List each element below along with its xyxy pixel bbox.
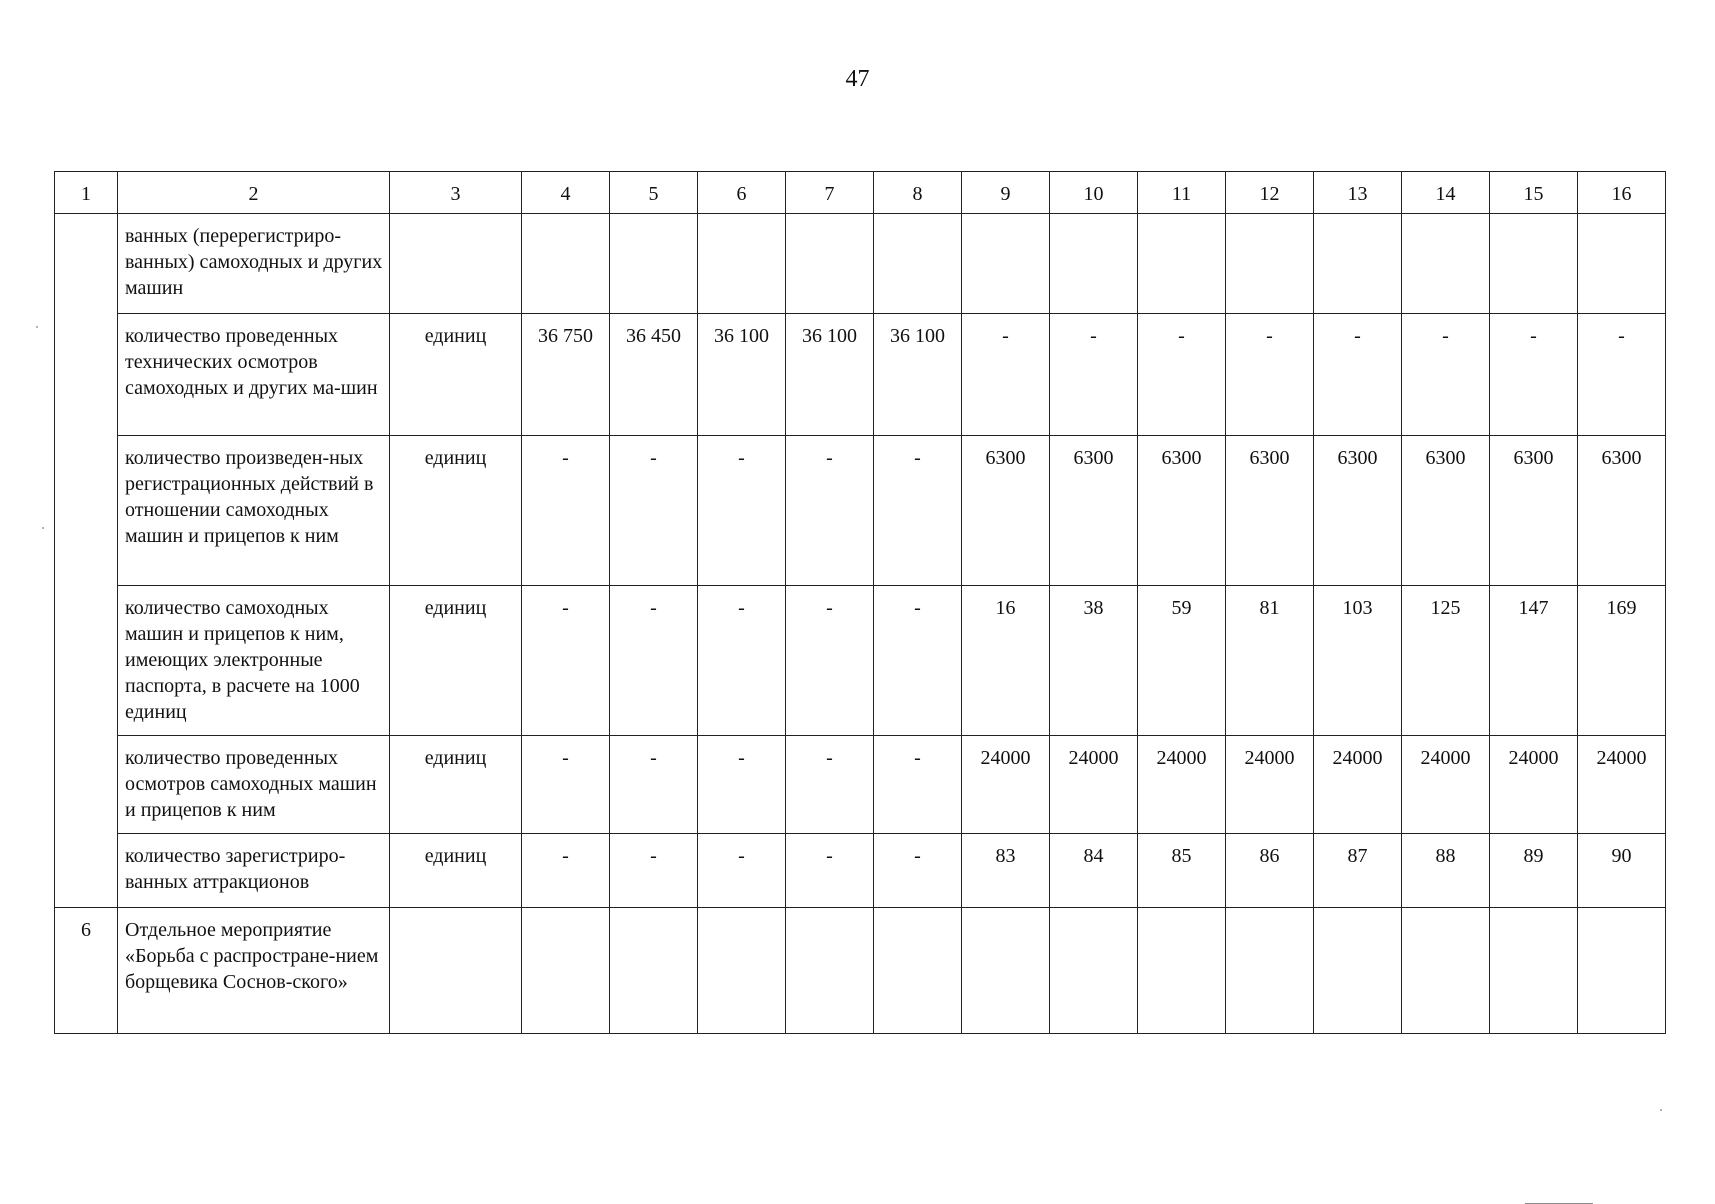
value-cell: - [874,586,962,736]
value-cell: 6300 [1314,436,1402,586]
value-cell: - [698,834,786,908]
value-cell [522,214,610,314]
row-number-cell: 6 [55,908,118,1034]
table-row [55,314,1666,436]
indicator-name-cell: количество проведенных осмотров самоходных машин и прицепов к ним [118,736,390,834]
value-cell: - [786,436,874,586]
unit-cell [390,214,522,314]
header-cell: 9 [962,172,1050,214]
header-cell: 7 [786,172,874,214]
header-cell: 16 [1578,172,1666,214]
value-cell: 36 100 [698,314,786,436]
value-cell: - [522,834,610,908]
indicator-name-cell: количество проведенных технических осмотров самоходных и других ма-шин [118,314,390,436]
value-cell: 59 [1138,586,1226,736]
value-cell [698,214,786,314]
page-number: 47 [845,66,870,92]
value-cell: 6300 [1138,436,1226,586]
data-table [54,171,1666,1034]
value-cell: - [1226,314,1314,436]
value-cell: 169 [1578,586,1666,736]
value-cell [522,908,610,1034]
indicator-name-cell: количество самоходных машин и прицепов к ним, имеющих электронные паспорта, в расчете на 1000 единиц [118,586,390,736]
header-row [55,172,1666,214]
value-cell: 84 [1050,834,1138,908]
value-cell [1226,908,1314,1034]
value-cell [1578,214,1666,314]
value-cell [1578,908,1666,1034]
value-cell: - [522,736,610,834]
value-cell: 125 [1402,586,1490,736]
value-cell: - [786,586,874,736]
value-cell: 36 100 [786,314,874,436]
value-cell: - [786,736,874,834]
header-cell: 3 [390,172,522,214]
indicator-name-cell: Отдельное мероприятие «Борьба с распростране-нием борщевика Соснов-ского» [118,908,390,1034]
value-cell: - [874,436,962,586]
value-cell: - [610,736,698,834]
indicator-name-cell: количество произведен-ных регистрационных действий в отношении самоходных машин и прицепов к ним [118,436,390,586]
value-cell [1226,214,1314,314]
header-cell: 13 [1314,172,1402,214]
value-cell: - [1578,314,1666,436]
value-cell: 24000 [1314,736,1402,834]
value-cell: - [522,586,610,736]
value-cell: - [1402,314,1490,436]
value-cell [1314,908,1402,1034]
scan-speck [36,326,38,328]
table-row [55,214,1666,314]
unit-cell [390,908,522,1034]
value-cell [1138,214,1226,314]
value-cell: - [1050,314,1138,436]
table-row [55,834,1666,908]
value-cell [1050,214,1138,314]
value-cell: 6300 [1226,436,1314,586]
header-cell: 1 [55,172,118,214]
value-cell: 6300 [962,436,1050,586]
scan-speck [1660,1109,1662,1111]
value-cell: - [698,436,786,586]
unit-cell: единиц [390,436,522,586]
value-cell [874,214,962,314]
value-cell: 24000 [1578,736,1666,834]
table-row [55,586,1666,736]
value-cell: 36 100 [874,314,962,436]
unit-cell: единиц [390,314,522,436]
value-cell: 6300 [1050,436,1138,586]
value-cell: 85 [1138,834,1226,908]
value-cell: 38 [1050,586,1138,736]
value-cell: 90 [1578,834,1666,908]
value-cell: 24000 [962,736,1050,834]
row-number-cell [55,214,118,908]
value-cell: - [610,436,698,586]
unit-cell: единиц [390,736,522,834]
value-cell: 147 [1490,586,1578,736]
value-cell [698,908,786,1034]
header-cell: 2 [118,172,390,214]
value-cell: 6300 [1402,436,1490,586]
unit-cell: единиц [390,586,522,736]
value-cell: - [698,586,786,736]
value-cell: 24000 [1490,736,1578,834]
value-cell [610,908,698,1034]
value-cell [962,214,1050,314]
value-cell [1402,214,1490,314]
value-cell [786,214,874,314]
value-cell [1490,214,1578,314]
value-cell: 24000 [1402,736,1490,834]
value-cell: 36 450 [610,314,698,436]
value-cell: 24000 [1050,736,1138,834]
value-cell: - [874,834,962,908]
indicator-name-cell: количество зарегистриро-ванных аттракционов [118,834,390,908]
unit-cell: единиц [390,834,522,908]
value-cell: 81 [1226,586,1314,736]
value-cell: 6300 [1578,436,1666,586]
header-cell: 14 [1402,172,1490,214]
value-cell: 36 750 [522,314,610,436]
value-cell: 86 [1226,834,1314,908]
value-cell: 89 [1490,834,1578,908]
header-cell: 12 [1226,172,1314,214]
indicator-name-cell: ванных (перерегистриро-ванных) самоходных и других машин [118,214,390,314]
value-cell: - [962,314,1050,436]
value-cell: - [874,736,962,834]
header-cell: 4 [522,172,610,214]
value-cell [610,214,698,314]
value-cell [1050,908,1138,1034]
value-cell: - [786,834,874,908]
value-cell: - [610,834,698,908]
value-cell [786,908,874,1034]
table-row [55,908,1666,1034]
value-cell: - [1138,314,1226,436]
value-cell: 16 [962,586,1050,736]
scan-speck [42,527,44,529]
value-cell [1138,908,1226,1034]
header-cell: 8 [874,172,962,214]
header-cell: 5 [610,172,698,214]
value-cell [962,908,1050,1034]
value-cell [1490,908,1578,1034]
value-cell: 6300 [1490,436,1578,586]
header-cell: 11 [1138,172,1226,214]
value-cell: 88 [1402,834,1490,908]
table-body [55,172,1666,1034]
value-cell: - [610,586,698,736]
table-row [55,736,1666,834]
value-cell: 24000 [1138,736,1226,834]
header-cell: 10 [1050,172,1138,214]
value-cell: - [698,736,786,834]
value-cell [1402,908,1490,1034]
header-cell: 6 [698,172,786,214]
value-cell: 83 [962,834,1050,908]
value-cell [1314,214,1402,314]
value-cell: - [1490,314,1578,436]
header-cell: 15 [1490,172,1578,214]
value-cell: - [1314,314,1402,436]
value-cell: 103 [1314,586,1402,736]
table-row [55,436,1666,586]
value-cell: 87 [1314,834,1402,908]
value-cell: 24000 [1226,736,1314,834]
value-cell [874,908,962,1034]
value-cell: - [522,436,610,586]
